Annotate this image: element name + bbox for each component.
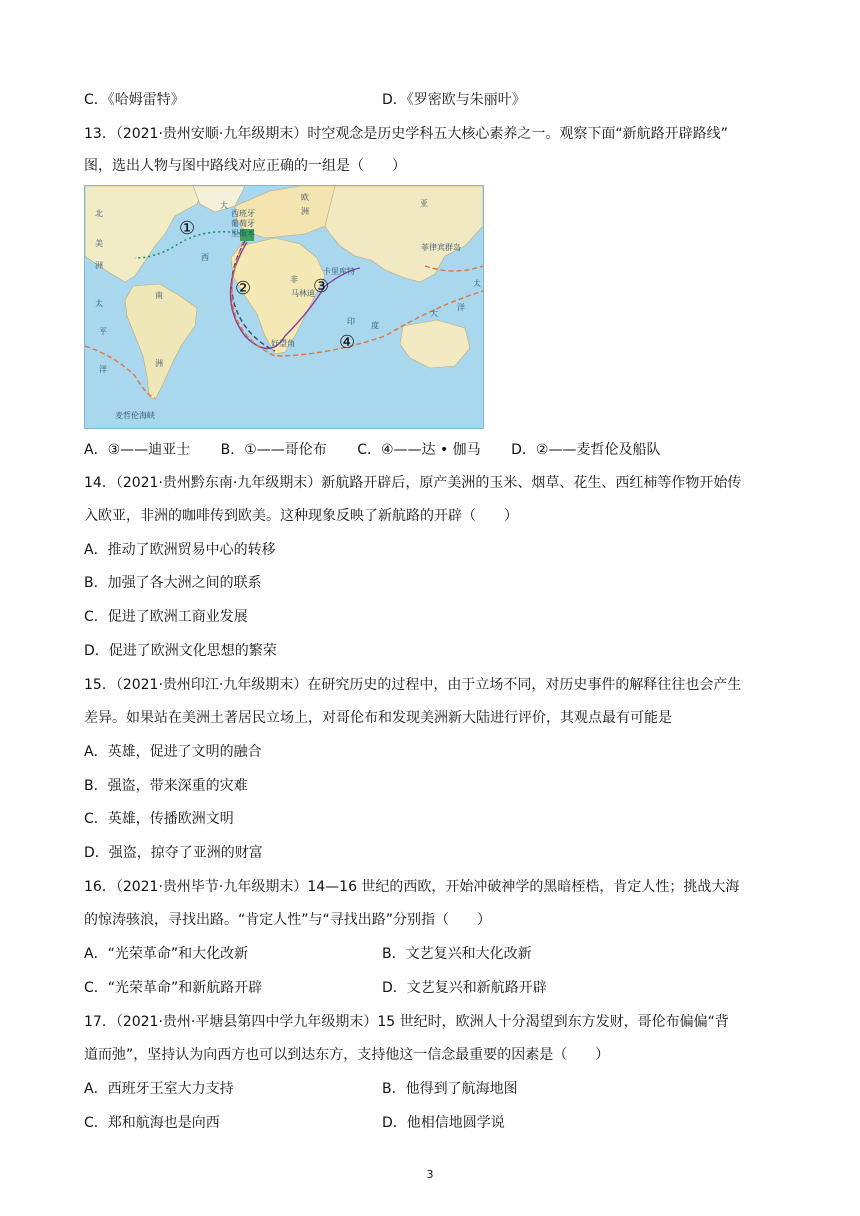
q16-option-a: A．“光荣革命”和大化改新 [84, 946, 249, 962]
q15-stem-line1: 15．（2021·贵州印江·九年级期末）在研究历史的过程中，由于立场不同，对历史事件的解释往往也会产生 [84, 677, 742, 693]
map-label-ou: 欧 [301, 193, 309, 202]
map-label-xi: 西 [201, 253, 209, 262]
map-label-zhou-na: 洲 [95, 261, 103, 270]
map-label-tai-w: 太 [95, 299, 103, 308]
q13-option-b: B．①——哥伦布 [220, 442, 327, 458]
q12-option-c: C．《哈姆雷特》 [84, 92, 185, 108]
map-label-ping-w: 平 [99, 327, 107, 336]
q14-stem-line2: 入欧亚，非洲的咖啡传到欧美。这种现象反映了新航路的开辟（ ） [84, 508, 518, 524]
q13-option-a: A．③——迪亚士 [84, 442, 191, 458]
q15-option-d: D．强盗，掠夺了亚洲的财富 [84, 845, 263, 861]
q16-option-d: D．文艺复兴和新航路开辟 [382, 980, 547, 996]
q15-option-b: B．强盗，带来深重的灾难 [84, 778, 248, 794]
map-label-bei: 北 [95, 209, 103, 218]
map-label-nan: 南 [155, 291, 163, 300]
map-label-ya: 亚 [420, 199, 428, 208]
map-svg [85, 186, 483, 428]
map-label-yang-e: 洋 [457, 303, 465, 312]
q17-option-d: D．他相信地圆学说 [382, 1115, 505, 1131]
map-label-portugal: 葡萄牙 [231, 219, 255, 228]
q17-stem-line2: 道而弛”，坚持认为向西方也可以到达东方，支持他这一信念最重要的因素是（ ） [84, 1047, 610, 1063]
south-america-land [125, 284, 197, 400]
map-label-du: 度 [371, 321, 379, 330]
q15-option-c: C．英雄，传播欧洲文明 [84, 811, 234, 827]
map-label-yin: 印 [347, 317, 355, 326]
q14-option-c: C．促进了欧洲工商业发展 [84, 609, 248, 625]
map-label-magellan-strait: 麦哲伦海峡 [115, 411, 155, 420]
q14-option-b: B．加强了各大洲之间的联系 [84, 575, 262, 591]
map-label-zhou-sa: 洲 [155, 359, 163, 368]
q17-stem-line1: 17．（2021·贵州·平塘县第四中学九年级期末）15 世纪时，欧洲人十分渴望到东方发财，哥伦布偏偏“背 [84, 1014, 729, 1030]
q17-option-b: B．他得到了航海地图 [382, 1081, 518, 1097]
route-marker-1: ① [179, 218, 196, 239]
page-number: 3 [426, 1168, 434, 1181]
map-label-spain: 西班牙 [231, 209, 255, 218]
q17-option-c: C．郑和航海也是向西 [84, 1115, 220, 1131]
map-label-da: 大 [220, 201, 228, 210]
q16-option-b: B．文艺复兴和大化改新 [382, 946, 532, 962]
route-marker-3: ③ [313, 276, 330, 297]
route-marker-4: ④ [339, 332, 356, 353]
q13-stem-line1: 13．（2021·贵州安顺·九年级期末）时空观念是历史学科五大核心素养之一。观察下面“新航路开辟路线” [84, 126, 728, 142]
q14-option-d: D．促进了欧洲文化思想的繁荣 [84, 643, 277, 659]
map-label-zhou-eu: 洲 [301, 207, 309, 216]
q16-stem-line1: 16．（2021·贵州毕节·九年级期末）14—16 世纪的西欧，开始冲破神学的黑暗桎梏，肯定人性；挑战大海 [84, 879, 740, 895]
map-label-lisbon: 里斯本 [231, 229, 255, 238]
q13-stem-line2: 图，选出人物与图中路线对应正确的一组是（ ） [84, 158, 406, 174]
map-label-fei: 非 [290, 275, 298, 284]
q17-option-a: A．西班牙王室大力支持 [84, 1081, 234, 1097]
route-marker-2: ② [235, 278, 252, 299]
map-label-malindi: 马林迪 [291, 289, 315, 298]
q13-option-c: C．④——达 • 伽马 [357, 442, 481, 458]
q13-options [84, 440, 686, 460]
new-sea-route-map [84, 185, 484, 429]
map-label-tai-e: 太 [473, 279, 481, 288]
q12-option-d: D．《罗密欧与朱丽叶》 [382, 92, 526, 108]
q14-option-a: A．推动了欧洲贸易中心的转移 [84, 542, 276, 558]
map-label-mei-na: 美 [95, 239, 103, 248]
q15-stem-line2: 差异。如果站在美洲土著居民立场上，对哥伦布和发现美洲新大陆进行评价，其观点最有可能是 [84, 710, 672, 726]
map-label-da-e: 大 [430, 309, 438, 318]
q15-option-a: A．英雄，促进了文明的融合 [84, 744, 262, 760]
q14-stem-line1: 14．（2021·贵州黔东南·九年级期末）新航路开辟后，原产美洲的玉米、烟草、花生、西红柿等作物开始传 [84, 475, 742, 491]
map-label-yang-w: 洋 [99, 365, 107, 374]
map-label-cape: 好望角 [271, 339, 295, 348]
map-label-calicut: 卡里库特 [323, 267, 355, 276]
australia-land [400, 320, 470, 368]
q13-option-d: D．②——麦哲伦及船队 [511, 442, 661, 458]
q16-option-c: C．“光荣革命”和新航路开辟 [84, 980, 263, 996]
map-label-philippines: 菲律宾群岛 [421, 243, 461, 252]
q16-stem-line2: 的惊涛骇浪，寻找出路。“肯定人性”与“寻找出路”分别指（ ） [84, 912, 492, 928]
